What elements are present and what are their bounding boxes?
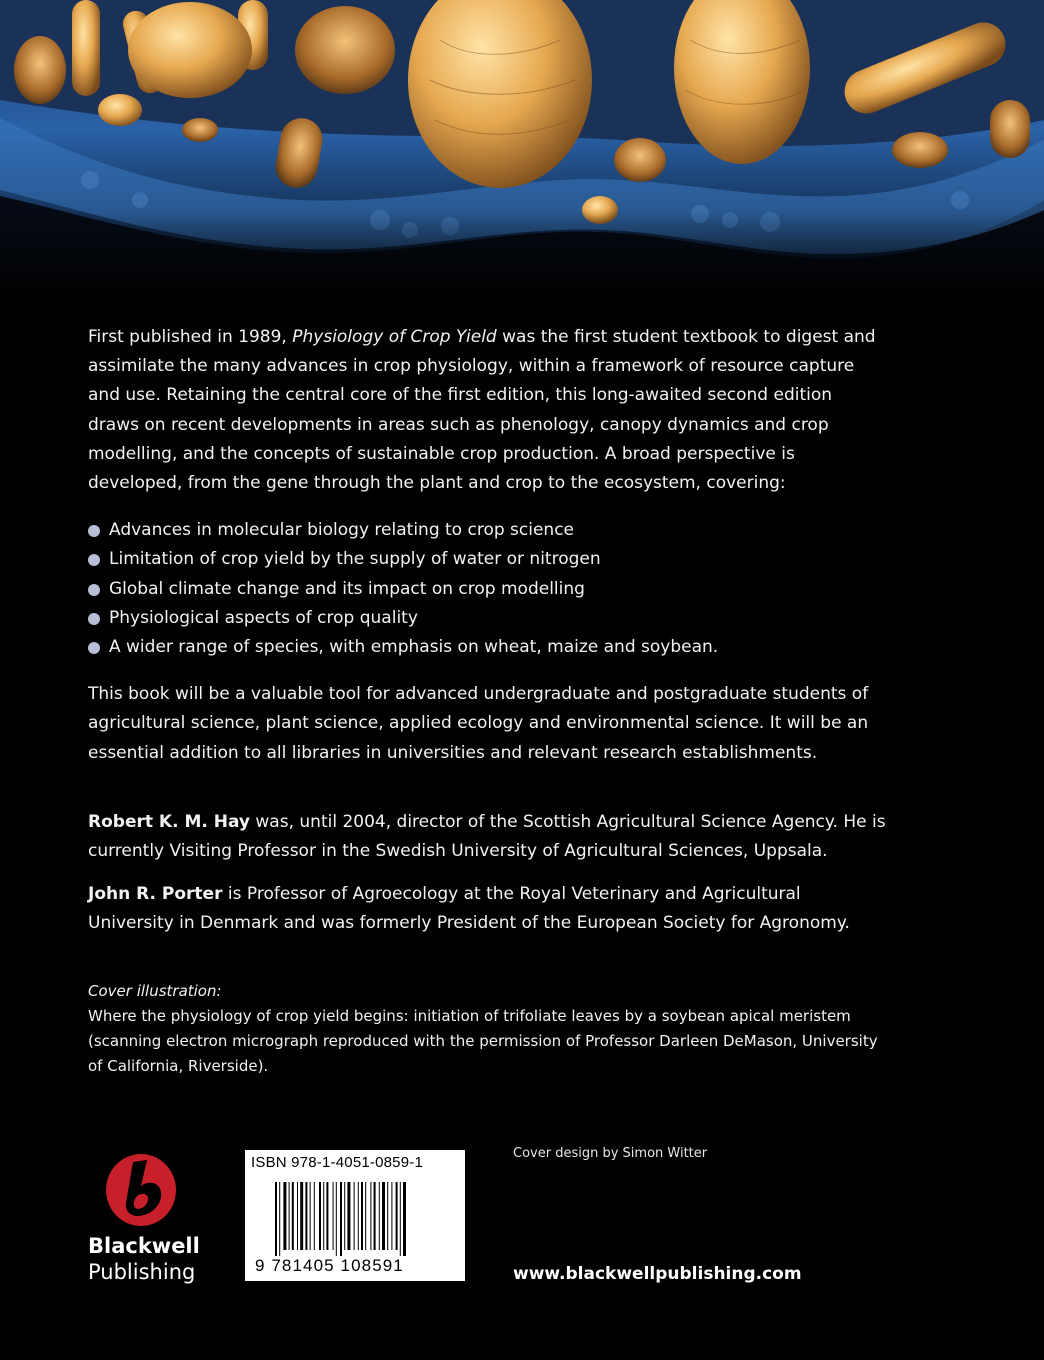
author-bio-porter [88,880,888,938]
author-name: Robert K. M. Hay [88,811,250,832]
blackwell-logo [86,1150,226,1290]
barcode-bar [354,1182,355,1250]
barcode-bar [387,1182,388,1250]
blackwell-b-icon [103,1150,179,1228]
barcode-bar [275,1182,277,1256]
author-name: John R. Porter [88,884,223,905]
barcode-bar [340,1182,342,1256]
barcode-bar [283,1182,286,1250]
logo-line-2: Publishing [88,1260,196,1284]
bullet-icon [88,584,100,596]
bullet-icon [88,613,100,625]
bullet-icon [88,525,100,537]
barcode-bar [319,1182,321,1250]
cover-illustration-credit [88,979,888,1079]
barcode-bar [365,1182,366,1250]
author-bio-hay [88,808,888,866]
barcode-bar [358,1182,359,1250]
barcode-bar [382,1182,385,1250]
author-bio-text: was, until 2004, director of the Scottish Agricultural Science Agency. He is currently Visiting Professor in the Swedish University of Agricultural Sciences, Uppsala. [88,811,886,862]
intro-paragraph [88,323,888,498]
barcode-bar [344,1182,345,1250]
bullet-icon [88,642,100,654]
list-item-text: A wider range of species, with emphasis on wheat, maize and soybean. [109,637,719,658]
barcode-bar [314,1182,315,1250]
barcode-bar [379,1182,380,1250]
list-item-text: Advances in molecular biology relating to crop science [109,520,575,541]
intro-lead: First published in 1989, [88,327,293,347]
back-cover-text [88,323,888,1079]
author-bio-text: is Professor of Agroecology at the Royal Veterinary and Agricultural University in Denmark and was formerly President of the European Society for Agronomy. [88,884,850,934]
list-item [88,633,888,662]
cover-design-credit: Cover design by Simon Witter [513,1146,708,1161]
isbn-barcode [245,1150,465,1281]
barcode-bar [361,1182,363,1250]
barcode-bar [279,1182,280,1256]
credit-heading: Cover illustration: [88,981,222,1000]
topics-list [88,516,888,662]
barcode-bar [333,1182,334,1250]
barcode-bar [305,1182,307,1250]
list-item-text: Limitation of crop yield by the supply of water or nitrogen [109,549,601,570]
list-item [88,545,888,574]
barcode-bar [300,1182,303,1250]
bullet-icon [88,554,100,566]
list-item-text: Physiological aspects of crop quality [109,607,418,628]
publisher-website-link[interactable]: www.blackwellpublishing.com [513,1264,802,1284]
logo-line-1: Blackwell [88,1234,200,1258]
intro-rest: was the first student textbook to digest and assimilate the many advances in crop physiology, within a framework of resource capture and use. Retaining the central core of the first edition, this long-awaited second edition draws on recent developments in areas such as phenology, canopy dynamics and crop modelling, and the concepts of sustainable crop production. A broad perspective is developed, from the gene through the plant and crop to the ecosystem, covering: [88,327,876,494]
audience-paragraph: This book will be a valuable tool for advanced undergraduate and postgraduate students of agricultural science, plant science, applied ecology and environmental science. It will be an essential addition to all libraries in universities and relevant research establishments. [88,684,869,763]
barcode-bars [275,1182,439,1256]
list-item [88,604,888,633]
list-item [88,516,888,545]
barcode-bar [292,1182,294,1250]
list-item [88,575,888,604]
barcode-bar [403,1182,406,1256]
barcode-bar [336,1182,337,1256]
barcode-bar [326,1182,328,1250]
barcode-bar [310,1182,311,1250]
barcode-bar [400,1182,401,1256]
book-title: Physiology of Crop Yield [292,327,497,347]
list-item-text: Global climate change and its impact on crop modelling [109,578,585,599]
barcode-bar [396,1182,398,1250]
barcode-bar [391,1182,392,1250]
cover-micrograph-image [0,0,1044,300]
isbn-label: ISBN 978-1-4051-0859-1 [251,1154,424,1171]
credit-text: Where the physiology of crop yield begins: initiation of trifoliate leaves by a soybean apical meristem (scanning electron micrograph reproduced with the permission of Professor Darleen DeMason, University of California, Riverside). [88,1006,878,1075]
barcode-bar [374,1182,376,1250]
barcode-bar [347,1182,350,1250]
barcode-bar [289,1182,290,1250]
barcode-bar [370,1182,371,1250]
barcode-bar [323,1182,324,1250]
barcode-digits: 9 781405 108591 [255,1256,404,1275]
barcode-bar [297,1182,298,1250]
